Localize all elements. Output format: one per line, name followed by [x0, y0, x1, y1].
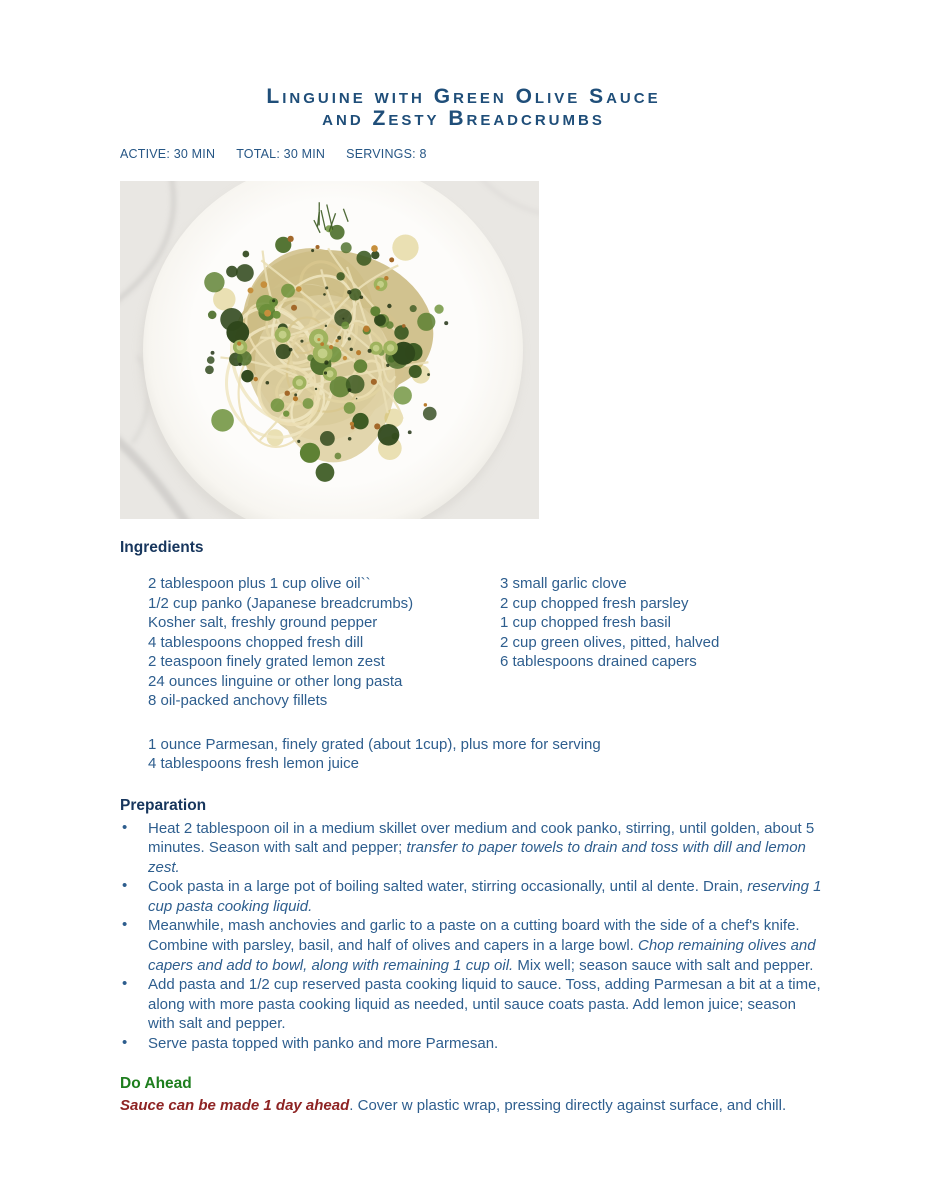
ingredient-item: 24 ounces linguine or other long pasta — [148, 672, 403, 690]
preparation-step: • Cook pasta in a large pot of boiling salted water, stirring occasionally, until al dente. Drain, reserving 1 cup pasta cooking liquid. — [120, 877, 822, 916]
ingredients-columns — [148, 574, 827, 711]
meta-active-time: ACTIVE: 30 MIN — [120, 147, 216, 161]
ingredients-column-1 — [148, 574, 500, 711]
preparation-step: • Add pasta and 1/2 cup reserved pasta cooking liquid to sauce. Toss, adding Parmesan a bit at a time, along with more pasta cooking liquid as needed, until sauce coats pasta. Add lemon juice; season with salt and pepper. — [120, 975, 822, 1034]
do-ahead-text — [120, 1096, 822, 1116]
ingredient-item: 1 cup chopped fresh basil — [500, 614, 671, 631]
ingredient-item: 6 tablespoons drained capers — [500, 653, 697, 670]
ingredient-item: 1/2 cup panko (Japanese breadcrumbs) — [148, 594, 414, 612]
preparation-heading: Preparation — [120, 796, 207, 814]
meta-servings: SERVINGS: 8 — [346, 147, 427, 161]
ingredient-item: 2 tablespoon plus 1 cup olive oil`` — [148, 575, 371, 592]
recipe-title-line-1: Linguine with Green Olive Sauce — [266, 85, 661, 108]
ingredient-item: 2 cup green olives, pitted, halved — [500, 633, 720, 651]
ingredient-item: 4 tablespoons chopped fresh dill — [148, 633, 364, 651]
do-ahead-rest: . Cover w plastic wrap, pressing directly against surface, and chill. — [349, 1096, 787, 1114]
ingredient-item: 3 small garlic clove — [500, 575, 627, 592]
preparation-steps — [120, 819, 822, 1054]
recipe-photo — [120, 181, 539, 519]
ingredient-item: 8 oil-packed anchovy fillets — [148, 692, 328, 709]
ingredients-extra — [148, 735, 827, 774]
ingredients-column-2 — [500, 574, 827, 711]
ingredient-item: 2 teaspoon finely grated lemon zest — [148, 653, 385, 670]
ingredients-heading: Ingredients — [120, 539, 204, 556]
recipe-title — [0, 0, 927, 130]
do-ahead-heading: Do Ahead — [120, 1074, 192, 1092]
recipe-photo-art — [120, 181, 539, 519]
ingredient-item: 1 ounce Parmesan, finely grated (about 1cup), plus more for serving — [148, 735, 601, 753]
do-ahead-emphasis: Sauce can be made 1 day ahead — [120, 1096, 350, 1114]
ingredient-item: 4 tablespoons fresh lemon juice — [148, 755, 359, 772]
recipe-title-line-2: and Zesty Breadcrumbs — [322, 107, 605, 130]
meta-total-time: TOTAL: 30 MIN — [236, 147, 326, 161]
recipe-meta — [120, 147, 818, 161]
ingredient-item: Kosher salt, freshly ground pepper — [148, 614, 378, 631]
preparation-step: • Serve pasta topped with panko and more Parmesan. — [120, 1034, 822, 1054]
ingredient-item: 2 cup chopped fresh parsley — [500, 594, 689, 612]
preparation-step: • Meanwhile, mash anchovies and garlic to a paste on a cutting board with the side of a chef's knife. Combine with parsley, basil, and half of olives and capers in a large bowl. Chop remaining olives and capers and add to bowl, along with remaining 1 cup oil. Mix well; season sauce with salt and pepper. — [120, 916, 822, 975]
preparation-step: • Heat 2 tablespoon oil in a medium skillet over medium and cook panko, stirring, until golden, about 5 minutes. Season with salt and pepper; transfer to paper towels to drain and toss with dill and lemon zest. — [120, 819, 822, 878]
